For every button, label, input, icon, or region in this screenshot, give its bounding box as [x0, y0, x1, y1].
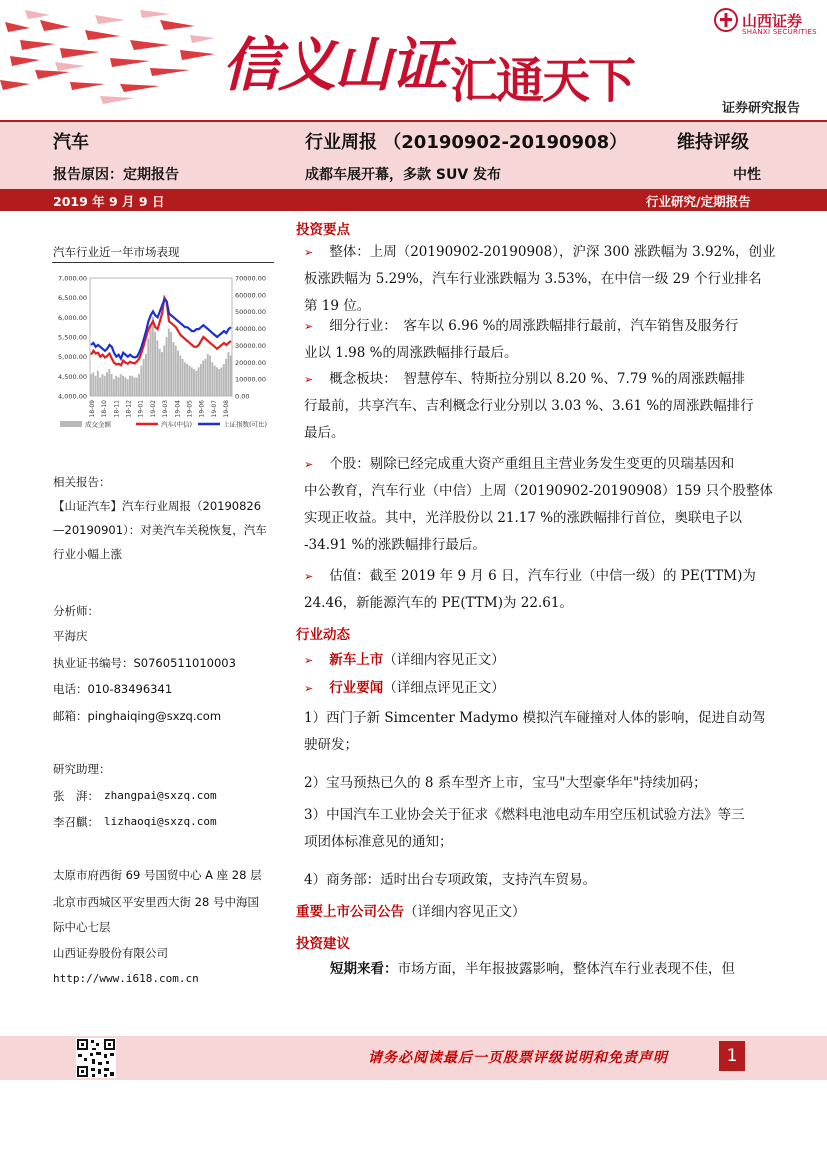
point-concepts: ➢ 概念板块： 智慧停车、特斯拉分别以 8.20 %、7.79 %的周涨跌幅排 行最前，共享汽车、吉利概念行业分别以 3.03 %、3.61 %的周涨跌幅排行 最后。: [304, 371, 754, 441]
banner: [0, 0, 827, 122]
volume-bar: [214, 366, 216, 396]
right-axis-ticks: [235, 275, 266, 401]
volume-bar: [202, 361, 204, 396]
volume-bar: [127, 379, 129, 396]
report-reason: 报告原因：定期报告: [53, 167, 179, 183]
volume-bar: [138, 374, 140, 396]
industry-name: 汽车: [53, 132, 89, 153]
company-name: 山西证券股份有限公司: [53, 946, 168, 960]
volume-bar: [209, 356, 211, 396]
related-line-3[interactable]: 行业小幅上涨: [53, 547, 122, 561]
x-axis-ticks: [89, 400, 230, 418]
volume-bar: [175, 345, 177, 396]
volume-bar: [117, 377, 119, 396]
address-line-3: 际中心七层: [53, 920, 111, 934]
volume-bar: [223, 364, 225, 396]
x-axis-tick: 19-02: [149, 400, 157, 418]
volume-bar: [136, 377, 138, 396]
arrow-bullet-icon: ➢: [304, 320, 314, 333]
volume-bar: [140, 366, 142, 396]
volume-bar: [168, 329, 170, 396]
x-axis-tick: 19-08: [223, 400, 230, 418]
volume-bar: [97, 371, 99, 396]
chart-legend: [60, 420, 267, 429]
left-axis-tick: 5,000.00: [58, 353, 87, 362]
address-line-1: 太原市府西街 69 号国贸中心 A 座 28 层: [53, 868, 262, 882]
volume-bar: [177, 350, 179, 396]
assistant-2-email[interactable]: lizhaoqi@sxzq.com: [104, 815, 217, 828]
right-axis-tick: 20000.00: [235, 358, 267, 367]
related-heading: 相关报告：: [53, 475, 111, 489]
slogan-right: 汇通天下: [450, 53, 635, 109]
chart-title: 汽车行业近一年市场表现: [53, 245, 180, 259]
left-axis-tick: 4,500.00: [58, 372, 87, 381]
volume-bar: [170, 332, 172, 396]
legend-label: 成交金额: [85, 420, 111, 429]
report-category: 行业研究/定期报告: [646, 194, 751, 209]
x-axis-tick: 19-06: [198, 400, 206, 418]
slogan-left: 信义山证: [222, 31, 447, 99]
volume-bar: [154, 332, 156, 396]
volume-bar: [90, 374, 92, 396]
chart-top-rule: [52, 262, 274, 263]
volume-bar: [108, 369, 110, 396]
arrow-bullet-icon: ➢: [304, 654, 314, 667]
arrow-bullet-icon: ➢: [304, 246, 314, 259]
report-type: 证券研究报告: [722, 101, 801, 116]
rating-value: 中性: [733, 167, 761, 183]
news-item-2: 2）宝马预热已久的 8 系车型齐上市，宝马"大型豪华年"持续加码；: [304, 775, 707, 791]
company-url[interactable]: http://www.i618.com.cn: [53, 972, 199, 985]
right-axis-tick: 10000.00: [235, 375, 267, 384]
volume-bar: [131, 376, 133, 396]
volume-bar: [188, 366, 190, 396]
section-investment-highlights: 投资要点: [296, 222, 350, 238]
volume-bar: [179, 356, 181, 396]
related-line-1[interactable]: 【山证汽车】汽车行业周报（20190826: [53, 499, 262, 513]
analyst-heading: 分析师：: [53, 604, 99, 618]
disclaimer-text: 请务必阅读最后一页股票评级说明和免责声明: [368, 1050, 668, 1066]
volume-bar: [230, 356, 232, 396]
brand-name: 山西证券: [742, 12, 803, 30]
volume-bar: [113, 379, 115, 396]
analyst-name: 平海庆: [53, 629, 88, 643]
volume-bar: [163, 345, 165, 396]
report-subtitle: 成都车展开幕，多款 SUV 发布: [305, 167, 502, 183]
section-investment-advice: 投资建议: [296, 936, 350, 952]
volume-bar: [92, 372, 94, 396]
assistants-heading: 研究助理：: [53, 762, 111, 776]
right-axis-tick: 50000.00: [235, 308, 267, 317]
assistant-1-email[interactable]: zhangpai@sxzq.com: [104, 789, 217, 802]
x-axis-tick: 19-01: [137, 400, 145, 418]
rating-label: 维持评级: [677, 132, 749, 153]
volume-bar: [211, 362, 213, 396]
point-valuation: ➢ 估值：截至 2019 年 9 月 6 日，汽车行业（中信一级）的 PE(TTM)为 24.46，新能源汽车的 PE(TTM)为 22.61。: [304, 568, 756, 611]
x-axis-tick: 18-11: [113, 400, 121, 418]
assistant-2-name: 李召麒：: [53, 815, 99, 829]
legend-label: 汽车(中信): [161, 420, 193, 429]
volume-bar: [101, 374, 103, 396]
volume-bar: [159, 349, 161, 396]
left-axis-tick: 7,000.00: [58, 274, 87, 283]
right-axis-tick: 70000.00: [235, 274, 267, 283]
section-industry-news: 行业动态: [296, 627, 350, 643]
news-heading[interactable]: ➢ 行业要闻（详细点评见正文）: [304, 680, 505, 696]
volume-bar: [205, 359, 207, 396]
volume-bar: [99, 377, 101, 396]
volume-bar: [143, 359, 145, 396]
x-axis-tick: 18-10: [101, 400, 109, 418]
legend-swatch: [60, 421, 82, 427]
volume-bar: [225, 359, 227, 396]
related-line-2[interactable]: —20190901）：对美汽车关税恢复，汽车: [53, 523, 267, 537]
volume-bar: [207, 354, 209, 396]
analyst-cert: 执业证书编号：S0760511010003: [53, 656, 236, 670]
volume-bar: [115, 376, 117, 396]
x-axis-tick: 19-04: [174, 400, 182, 418]
assistant-1-name: 张 湃：: [53, 789, 99, 803]
announcements-heading[interactable]: 重要上市公司公告（详细内容见正文）: [296, 904, 526, 920]
volume-bar: [216, 367, 218, 396]
left-axis-ticks: [58, 275, 87, 401]
volume-bar: [150, 325, 152, 396]
left-axis-tick: 4,000.00: [58, 392, 87, 401]
volume-bar: [122, 376, 124, 396]
address-line-2: 北京市西城区平安里西大街 28 号中海国: [53, 895, 259, 909]
volume-bar: [134, 377, 136, 396]
point-overall: ➢ 整体：上周（20190902-20190908），沪深 300 涨跌幅为 3.92%，创业 板涨跌幅为 5.29%，汽车行业涨跌幅为 3.53%，在中信一级 29 个行业排名 第 19 位。: [304, 244, 776, 314]
volume-bar: [145, 354, 147, 396]
date-bar: [0, 189, 827, 211]
arrow-bullet-icon: ➢: [304, 458, 314, 471]
volume-bar: [182, 359, 184, 396]
volume-bar: [227, 352, 229, 396]
volume-bar: [172, 342, 174, 396]
x-axis-tick: 19-03: [162, 400, 170, 418]
volume-bar: [218, 369, 220, 396]
report-title: 行业周报 （20190902-20190908）: [305, 132, 628, 153]
volume-bar: [95, 376, 97, 396]
news-item-4: 4）商务部：适时出台专项政策，支持汽车贸易。: [304, 872, 597, 888]
right-axis-tick: 30000.00: [235, 341, 267, 350]
market-performance-chart: [52, 266, 274, 438]
volume-bar: [106, 372, 108, 396]
legend-label: 上证指数(可比): [223, 420, 268, 429]
arrow-bullet-icon: ➢: [304, 682, 314, 695]
left-axis-tick: 5,500.00: [58, 333, 87, 342]
volume-bar: [200, 364, 202, 396]
x-axis-tick: 19-05: [186, 400, 194, 418]
arrow-bullet-icon: ➢: [304, 373, 314, 386]
report-date: 2019 年 9 月 9 日: [53, 194, 165, 209]
right-axis-tick: 0.00: [235, 392, 250, 401]
brand-english-name: SHANXI SECURITIES: [742, 28, 817, 36]
shanxi-securities-logo-icon: [714, 8, 738, 32]
volume-bar: [184, 362, 186, 396]
page-number: 1: [719, 1041, 745, 1071]
volume-bar: [104, 376, 106, 396]
volume-bar: [198, 367, 200, 396]
x-axis-tick: 18-09: [89, 400, 96, 418]
volume-bar: [111, 374, 113, 396]
news-item-1: 1）西门子新 Simcenter Madymo 模拟汽车碰撞对人体的影响，促进自动驾 驶研发；: [304, 710, 766, 753]
short-term-advice: 短期来看：市场方面，半年报披露影响，整体汽车行业表现不佳，但: [330, 961, 735, 977]
volume-bar: [191, 367, 193, 396]
volume-bar: [193, 369, 195, 396]
volume-bar: [147, 339, 149, 396]
news-item-3: 3）中国汽车工业协会关于征求《燃料电池电动车用空压机试验方法》等三 项团体标准意见的通知；: [304, 807, 745, 850]
analyst-email[interactable]: 邮箱：pinghaiqing@sxzq.com: [53, 709, 222, 723]
volume-bar: [120, 374, 122, 396]
volume-bar: [156, 340, 158, 396]
x-axis-tick: 19-07: [210, 400, 218, 418]
left-axis-tick: 6,000.00: [58, 313, 87, 322]
arrow-bullet-icon: ➢: [304, 570, 314, 583]
volume-bar: [161, 352, 163, 396]
right-axis-tick: 60000.00: [235, 291, 267, 300]
new-car-heading[interactable]: ➢ 新车上市（详细内容见正文）: [304, 652, 505, 668]
volume-bar: [195, 371, 197, 396]
volume-bar: [166, 337, 168, 396]
volume-bar: [152, 317, 154, 396]
x-axis-tick: 18-12: [125, 400, 133, 418]
volume-bar: [221, 367, 223, 396]
qr-code-icon: [76, 1038, 116, 1078]
analyst-phone: 电话：010-83496341: [53, 682, 173, 696]
volume-bar: [124, 377, 126, 396]
right-axis-tick: 40000.00: [235, 325, 267, 334]
volume-bar: [186, 364, 188, 396]
point-stocks: ➢ 个股：剔除已经完成重大资产重组且主营业务发生变更的贝瑞基因和 中公教育，汽车行业（中信）上周（20190902-20190908）159 只个股整体 实现正收益。其中，光洋股份以 21.17 %的涨跌幅排行首位，奥联电子以 -34.91 %的涨跌幅排行最后。: [304, 456, 774, 553]
point-segments: ➢ 细分行业： 客车以 6.96 %的周涨跌幅排行最前，汽车销售及服务行 业以 1.98 %的周涨跌幅排行最后。: [304, 318, 739, 361]
volume-bar: [129, 376, 131, 396]
left-axis-tick: 6,500.00: [58, 294, 87, 303]
